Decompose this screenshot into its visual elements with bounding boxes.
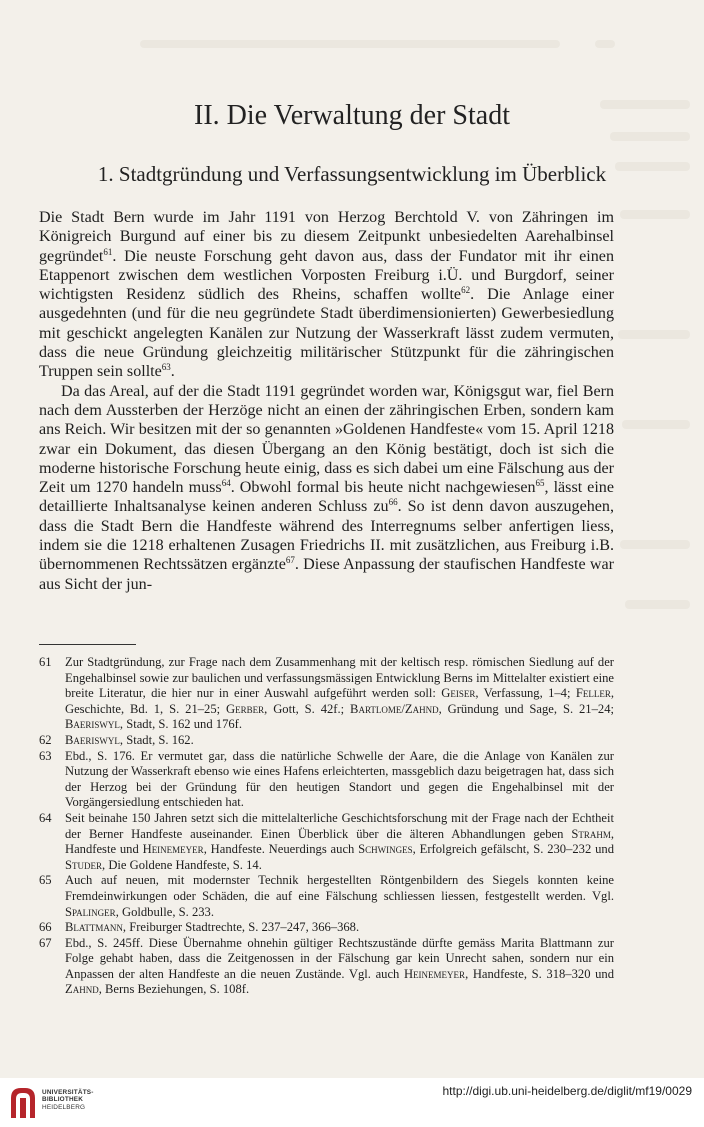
footnote-65 xyxy=(39,873,614,920)
footnote-64 xyxy=(39,811,614,873)
footnote-text: Ebd., S. 176. Er vermutet gar, dass die natürliche Schwelle der Aare, die die Anlage von Kanälen zur Nutzung der Wasserkraft ebenso wie eines Hafens erleichterten, massgeblich dazu beigetragen hat, dass sich der Herzog bei der Gründung für den heutigen Standort und gegen die Engehalbinsel mit der Vorgängersiedlung entschieden hat. xyxy=(65,748,614,810)
footnote-text: Baeriswyl, Stadt, S. 162. xyxy=(65,732,194,747)
section-title: 1. Stadtgründung und Verfassungsentwicklung im Überblick xyxy=(97,162,607,186)
footnote-ref[interactable]: 66 xyxy=(388,497,398,508)
footnote-text: Auch auf neuen, mit modernster Technik hergestellten Röntgenbildern des Siegels konnten keine Fremdeinwirkungen oder Schäden, die auf eine Fälschung schliessen liessen, festgestellt werden. Vgl. Spalinger, Goldbulle, S. 233. xyxy=(65,873,614,919)
footnote-text: Blattmann, Freiburger Stadtrechte, S. 237–247, 366–368. xyxy=(65,920,360,935)
paragraph: Da das Areal, auf der die Stadt 1191 gegründet worden war, Königsgut war, fiel Bern nach dem Aussterben der Herzöge nicht an einen der zähringischen Erben, sondern kam ans Reich. Wir besitzen mit der so genannten »Goldenen Handfeste« vom 15. April 1218 zwar ein Dokument, das diesen Übergang an den König bestätigt, doch ist sich die moderne historische Forschung heute einig, dass es sich dabei um eine Fälschung aus der Zeit um 1270 handeln muss$^{64}$. Obwohl formal bis heute nicht nachgewiesen$^{65}$, lässt eine detaillierte Inhaltsanalyse keinen anderen Schluss $zu^{66}$. So ist denn davon auszugehen, dass die Stadt Bern die Handfeste während des Interregnums selber anfertigen liess, indem sie die 1218 erhaltenen Zusagen Friedrichs II. mit zusätzlichen, aus Freiburg i.B. übernommenen Rechtssätzen ergänzte$^{67}$. Diese Anpassung der staufischen Handfeste war aus Sicht der jun- xyxy=(39,382,614,593)
footnote-61 xyxy=(39,655,614,733)
footnotes xyxy=(39,655,614,998)
footnote-63 xyxy=(39,749,614,811)
footnote-number: 62 xyxy=(39,732,52,747)
footnote-66 xyxy=(39,920,614,936)
footnote-67 xyxy=(39,936,614,998)
footnote-ref[interactable]: 65 xyxy=(535,478,545,489)
footnote-separator xyxy=(39,644,136,645)
footnote-ref[interactable]: 63 xyxy=(161,362,171,373)
footnote-ref[interactable]: 67 xyxy=(285,555,295,566)
footnote-text: Ebd., S. 245ff. Diese Übernahme ohnehin gültiger Rechtszustände dürfte gemäss Marita Blattmann zur Folge gehabt haben, dass die Zeitgenossen in der Fälschung gar kein Unrecht sahen, sondern nur ein Anpassen der alten Handfeste an die neuen Zustände. Vgl. auch Heinemeyer, Handfeste, S. 318–320 und Zahnd, Berns Beziehungen, S. 108f. xyxy=(65,935,614,997)
chapter-title: II. Die Verwaltung der Stadt xyxy=(194,100,510,131)
main-text xyxy=(39,208,614,594)
footnote-62 xyxy=(39,733,614,749)
footnote-text: Zur Stadtgründung, zur Frage nach dem Zusammenhang mit der keltisch resp. römischen Siedlung auf der Engehalbinsel sowie zur baulichen und verfassungsmässigen Entwicklung Berns im Mittelalter existiert eine breite Literatur, die hier nur in einer Auswahl aufgeführt werden soll: Geiser, Verfassung, 1–4; Feller, Geschichte, Bd. 1, S. 21–25; Gerber, Gott, S. 42f.; Bartlome/Zahnd, Gründung und Sage, S. 21–24; Baeriswyl, Stadt, S. 162 und 176f. xyxy=(65,655,614,732)
library-name-line: BIBLIOTHEK xyxy=(42,1096,84,1104)
footnote-number: 61 xyxy=(39,655,52,669)
footnote-ref[interactable]: 61 xyxy=(103,246,113,257)
library-logo-icon[interactable] xyxy=(8,1084,40,1120)
library-name xyxy=(42,1089,94,1111)
footnote-number: 64 xyxy=(39,810,52,825)
footnote-ref[interactable]: 64 xyxy=(221,478,231,489)
paragraph: Die Stadt Bern wurde im Jahr 1191 von Herzog Berchtold V. von Zähringen im Königreich Burgund auf einer bis zu diesem Zeitpunkt unbesiedelten Aarehalbinsel gegründet$^{61}$. Die neuste Forschung geht davon aus, dass der Fundator mit ihr einen Etappenort zwischen dem westlichen Vorposten Freiburg i.Ü. und Burgdorf, seiner wichtigsten Residenz südlich des Rheins, schaffen wollte$^{62}$. Die Anlage einer ausgedehnten (und für die neu gegründete Stadt überdimensionierten) Gewerbesiedlung mit geschickt angelegten Kanälen zur Nutzung der Wasserkraft lässt zudem vermuten, dass die neue Gründung gleichzeitig militärischer Stützpunkt für die zähringischen Truppen sein sollte$^{63}$. xyxy=(39,209,614,381)
footnote-number: 63 xyxy=(39,748,52,763)
source-url[interactable]: http://digi.ub.uni-heidelberg.de/diglit/mf19/0029 xyxy=(442,1084,692,1098)
footnote-text: Seit beinahe 150 Jahren setzt sich die mittelalterliche Geschichtsforschung mit der Frage nach der Echtheit der Berner Handfeste auseinander. Einen Überblick über die älteren Abhandlungen geben Strahm, Handfeste und Heinemeyer, Handfeste. Neuerdings auch Schwinges, Erfolgreich gefälscht, S. 230–232 und Studer, Die Goldene Handfeste, S. 14. xyxy=(65,810,614,872)
library-name-line: HEIDELBERG xyxy=(42,1103,86,1111)
footnote-number: 65 xyxy=(39,873,52,888)
footnote-number: 67 xyxy=(39,935,52,950)
footnote-number: 66 xyxy=(39,920,52,935)
footnote-ref[interactable]: 62 xyxy=(461,285,471,296)
library-name-line: UNIVERSITÄTS- xyxy=(42,1089,94,1096)
